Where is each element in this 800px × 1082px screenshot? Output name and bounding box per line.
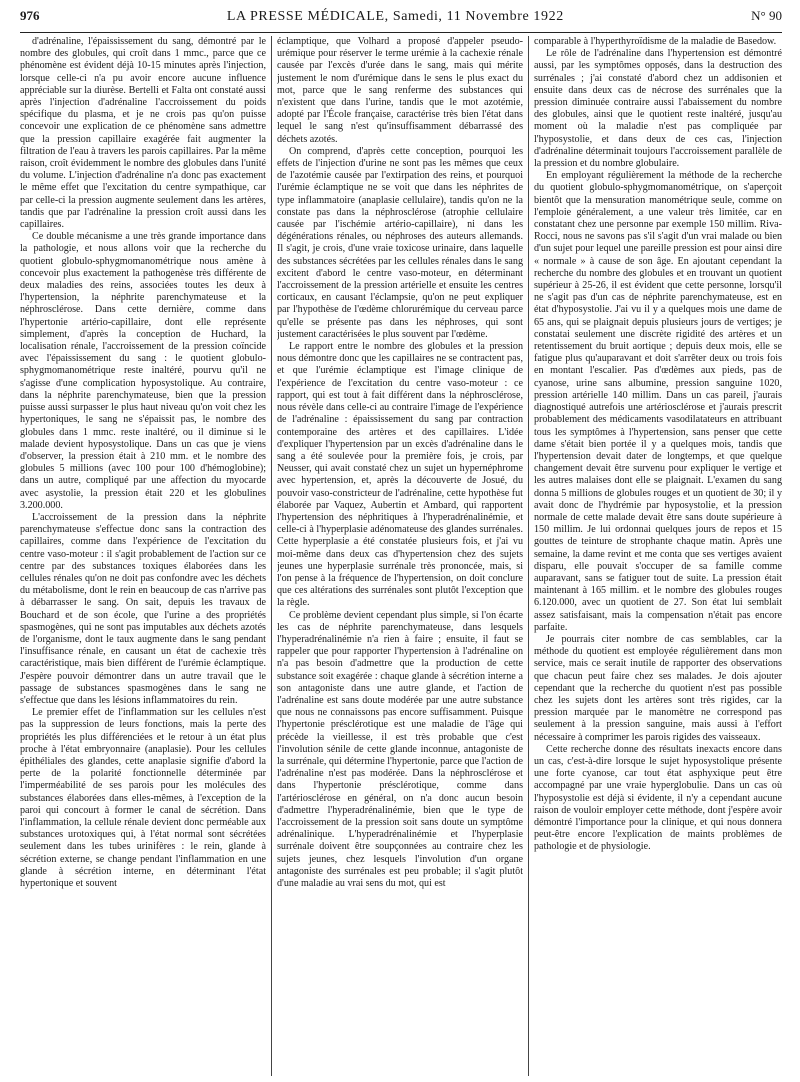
paragraph: d'adrénaline, l'épaississement du sang, démontré par le nombre des globules, qui croît dans 1 mmc., parce que ce phénomène est évident déjà 10-15 minutes après l'injection, lorsque celle-ci n'a pu avoir encore aucune influence appréciable sur la diurèse. Bertelli et Falta ont constaté aussi après l'injection d'adrénaline l'accroissement du poids spécifique du plasma, et je ne crois pas qu'on puisse concevoir une explication de ce phénomène sans admettre que la pression capillaire exagérée fait augmenter la filtration de l'eau à travers les parois capillaires. Par la même raison, croît évidemment le nombre des globules dans l'unité du volume. L'injection d'adrénaline n'a donc pas exactement le même effet que l'excitation du centre sympathique, car par celle-ci la pression augmente seulement dans les artères, tandis que par l'adrénaline la pression croît aussi dans les capillaires. — [20, 36, 266, 231]
paragraph: Je pourrais citer nombre de cas semblables, car la méthode du quotient est employée régulièrement dans mon service, mais ce serait inutile de rapporter des observations que chacun peut faire chez ses malades. Je dois ajouter cependant que la recherche du quotient n'est pas possible chez les sujets dont les artères sont très rigides, car la pression marquée par le manomètre ne correspond pas seulement à la pression sanguine, mais aussi à l'effort nécessaire à comprimer les parois rigides des vaisseaux. — [534, 633, 782, 743]
page-header — [20, 8, 782, 30]
paragraph: Le rôle de l'adrénaline dans l'hypertension est démontré aussi, par les symptômes opposés, dans la destruction des surrénales ; j'ai constaté d'abord chez un addisonien et ensuite dans deux cas de nécrose des surrénales que la pression diminuée contraire aussi l'abaissement du nombre des globules, ainsi que le quotient reste inaltéré, jusqu'au moment où la maladie n'est pas compliquée par l'hyposystolie, et dans deux de ces cas, l'injection d'adrénaline déterminait toujours l'accroissement parallèle de la pression et du nombre globulaire. — [534, 48, 782, 170]
paragraph: En employant régulièrement la méthode de la recherche du quotient globulo-sphygmomanométrique, on s'aperçoit bientôt que la mensuration manométrique seule, comme on l'emploie généralement, a une valeur très limitée, car en constatant chez une personne par exemple 150 millim. Riva-Rocci, nous ne savons pas s'il s'agit d'un vrai malade ou bien d'un sujet pour lequel une pareille pression est pour ainsi dire « normale » à cause de son âge. En ajoutant cependant la recherche du nombre des globules et en trouvant un quotient supérieur à 25-26, il est évident que cette personne, lorsqu'il ne s'agit pas d'un cas de néphrite parenchymateuse, est en état d'hyposystolie. J'ai vu il y a quelques mois une dame de 65 ans, qui se plaignait depuis plusieurs jours de vertiges; je constatai seulement une discrète rigidité des artères et un retentissement du bruit aortique ; depuis deux mois, elle se fatigue plus qu'auparavant et doit s'arrêter deux ou trois fois en montant l'escalier. Pas d'œdèmes aux pieds, pas de cyanose, urine sans albumine, pression sanguine 1020, pression artérielle 140 millim. Dans un cas pareil, j'aurais diagnostiqué autrefois une artériosclérose et j'aurais prescrit probablement des médicaments vasodilatateurs en attribuant tous les symptômes à l'hypertension, sans penser que cette dame s'était bien portée il y a quelques mois, tandis que l'hypertension devait dater de longtemps, et que quelque changement devait être survenu pour expliquer le vertige et les autres malaises dont elle se plaignait. L'examen du sang donna 5 millions de globules rouges et un quotient de 30; il y avait donc de l'hydrémie par hyposystolie, et la pression normale de cette malade devait être sans doute supérieure à 150 millim. Je lui ordonnai quelques jours de repos et 15 gouttes de teinture de strophante chaque matin. Après une semaine, la dame revint et me conta que ses vertiges avaient disparu, elle pouvait s'occuper de sa famille comme auparavant, sans se fatiguer tout de suite. La pression était maintenant à 165 millim. et le nombre des globules rouges 6.120.000, avec un quotient de 27. Son état lui semblait assez satisfaisant, mais la compensation n'était pas encore parfaite. — [534, 170, 782, 633]
text-column-1 — [20, 36, 266, 1076]
paragraph: Ce double mécanisme a une très grande importance dans la pathologie, et nous allons voir que la recherche du quotient globulo-sphygmomanométrique nous amène à concevoir plus exactement la pathogenèse très différente de deux maladies des reins, associées toutes les deux à l'hypertension, la néphrite parenchymateuse et la néphrosclérose. Dans cette dernière, comme dans l'hypertonie artério-capillaire, dont elle représente simplement, d'après la conception de Huchard, la localisation rénale, l'accroissement de la pression coïncide avec l'épaississement du sang : le quotient globulo-sphygmomanométrique reste inaltéré, pourvu qu'il ne s'agisse d'une complication hyposystolique. Au contraire, dans la néphrite parenchymateuse, bien que la pression puisse aussi surpasser le plus haut niveau qu'on voit chez les hypertoniques, le sang ne s'épaissit pas, le nombre des globules dans 1 mmc. reste inaltéré, ou il diminue si le malade devient hyposystolique. Dans un cas que je viens d'observer, la pression était à 210 mm. et le nombre des globules 5 millions (avec 100 pour 100 d'hémoglobine); dans un autre, compliqué par une affection du myocarde avec asystolie, la pression était 220 et les globulines 3.200.000. — [20, 231, 266, 511]
paragraph: Le rapport entre le nombre des globules et la pression nous démontre donc que les capillaires ne se contractent pas, et que l'urémie éclamptique est l'image clinique de l'expérience de l'excitation du centre vaso-moteur : ce rapport, qui est tout à fait différent dans la néphrosclérose, nous révèle dans celle-ci au contraire l'image de l'expérience de l'adrénaline : épaississement du sang par contraction contemporaine des artères et des capillaires. L'idée d'expliquer l'hypertension par un excès d'adrénaline dans le sang a été soulevée pour la première fois, je crois, par Neusser, qui avait constaté chez un sujet un hypernéphrome avec hypertension, et, après la découverte de Josué, du pouvoir vaso-constricteur de l'adrénaline, cette hypothèse fut élaborée par Vaquez, Aubertin et Ambard, qui rapportent l'hypertension des néphritiques à l'hyperadrénalinémie, et celle-ci à l'hyperplasie adénomateuse des glandes surrénales. Cette hyperplasie a été constatée plusieurs fois, et j'ai vu moi-même dans deux cas d'hypertension chez des sujets jeunes une hyperplasie surrénale très prononcée, mais, si l'on pense à la fréquence de l'hypertension, on doit conclure que ces altérations des surrénales sont plutôt l'exception que la règle. — [277, 341, 523, 609]
journal-title: LA PRESSE MÉDICALE, Samedi, 11 Novembre 1922 — [226, 9, 564, 24]
paragraph: Ce problème devient cependant plus simple, si l'on écarte les cas de néphrite parenchymateuse, dans lesquels l'hyperadrénalinémie n'a rien à faire ; ensuite, il faut se rappeler que pour rapporter l'hypertension à l'adrénaline on n'a pas besoin d'admettre que la production de cette substance soit exagérée : chaque glande à sécrétion interne a son antagoniste dans une autre glande, et l'action de l'adrénaline est sans doute modérée par une autre substance que nous ne connaissons pas encore suffisamment. Puisque l'hypertonie présclérotique est une maladie de l'âge qui précède la vieillesse, il est très probable que c'est l'involution sénile de cette glande inconnue, antagoniste de la surrénale, qui détermine l'hypertonie, parce que l'action de l'adrénaline n'est pas modérée. Dans la néphrosclérose et dans l'hypertonie présclérotique, comme dans l'artériosclérose en général, on n'a donc aucun besoin d'admettre l'hyperadrénalinémie, bien que le type de l'accroissement de la pression soit sans doute un symptôme adrénalinique. L'hyperadrénalinémie et l'hyperplasie surrénale doivent être soupçonnées au contraire chez les sujets jeunes, chez lesquels l'involution d'un organe antagoniste des surrénales est peu probable; il s'agit plutôt d'une maladie au vrai sens du mot, qui est — [277, 609, 523, 890]
issue-number: N° 90 — [751, 8, 782, 23]
paragraph: Cette recherche donne des résultats inexacts encore dans un cas, c'est-à-dire lorsque le sujet hyposystolique présente une forte cyanose, car tout état asphyxique peut être accompagné par une vraie hyperglobulie. Dans un cas où l'hyposystolie est déjà si évidente, il n'y a cependant aucune raison de vouloir employer cette méthode, dont j'espère avoir démontré l'importance pour la clinique, et qui nous donnera peut-être encore l'explication de maints problèmes de pathologie et de physiologie. — [534, 743, 782, 853]
page-number: 976 — [20, 8, 40, 23]
paragraph: L'accroissement de la pression dans la néphrite parenchymateuse s'effectue donc sans la contraction des capillaires, comme dans l'expérience de l'excitation du centre vaso-moteur : il s'agit probablement de l'action sur ce centre par des substances toxiques élaborées dans les cellules rénales qu'on ne doit pas confondre avec les déchets du métabolisme, dont le rein en beaucoup de cas n'arrive pas à débarrasser le sang. On sait, depuis les travaux de Bouchard et de son école, que l'urine a des propriétés spasmogènes, qui ne sont pas imputables aux déchets azotés de l'organisme, dont le taux augmente dans le sang pendant l'insuffisance rénale, en causant un état de cachexie très caractéristique, mais bien différent de l'urémie éclamptique. J'espère pouvoir démontrer dans un autre travail que le passage de substances spasmogènes dans le sang ne s'effectue que dans les lésions inflammatoires du rein. — [20, 511, 266, 706]
text-column-3 — [534, 36, 782, 1076]
paragraph: comparable à l'hyperthyroïdisme de la maladie de Basedow. — [534, 36, 777, 47]
paragraph: éclamptique, que Volhard a proposé d'appeler pseudo-urémique pour réserver le terme urémie à la cachexie rénale causée par l'excès d'urée dans le sang, mais qui mérite justement le nom d'urémique dans le sens le plus exact du mot, parce que le sang renferme des substances qui n'existent que dans l'urine, tandis que le mot azotémie, adopté par l'École française, caractérise très bien l'état dans lequel le sang n'est qu'insuffisamment débarrassé des déchets azotés. — [277, 36, 523, 145]
text-column-2 — [277, 36, 523, 1076]
column-divider — [528, 36, 529, 1076]
column-divider — [271, 36, 272, 1076]
paragraph: On comprend, d'après cette conception, pourquoi les effets de l'injection d'urine ne sont pas les mêmes que ceux de l'azotémie causée par l'extirpation des reins, et pourquoi l'urémie éclamptique ne se voit que dans les néphrites de type inflammatoire (anaplasie cellulaire), tandis qu'on ne la constate pas dans la néphrosclérose (atrophie cellulaire causée par l'ischémie artério-capillaire), ni dans les dégénérations rénales, ou néphroses des auteurs allemands. Il s'agit, je crois, d'une vraie toxicose urinaire, dans laquelle des substances sécrétées par les cellules rénales dans le sang excitent d'abord le centre vaso-moteur, en déterminant l'accroissement de la pression artérielle et ensuite les centres corticaux, en causant l'éclampsie, qu'on ne peut expliquer par l'hypothèse de l'œdème chlorurémique du cerveau parce qu'elle se présente pas dans les néphroses, qui sont justement caractérisées le plus souvent par l'œdème. — [277, 145, 523, 340]
paragraph: Le premier effet de l'inflammation sur les cellules n'est pas la suppression de leurs fonctions, mais la perte des propriétés les plus différenciées et le retour à un état plus proche à l'état embryonnaire (anaplasie). Pour les cellules épithéliales des glandes, cette anaplasie signifie d'abord la perte de la polarité fonctionnelle déterminée par l'imperméabilité de ses parois pour les molécules des substances élaborées dans elles-mêmes, à l'exception de la paroi qui concourt à former le canal de sécrétion. Dans l'inflammation, la cellule rénale devient donc perméable aux substances urotoxiques qui, à l'état normal sont sécrétées seulement dans les tubes urinifères : le rein, glande à sécrétion externe, se change pendant l'inflammation en une glande à sécrétion interne, en déterminant l'état hypertonique et souvent — [20, 707, 266, 890]
header-rule — [20, 32, 782, 33]
